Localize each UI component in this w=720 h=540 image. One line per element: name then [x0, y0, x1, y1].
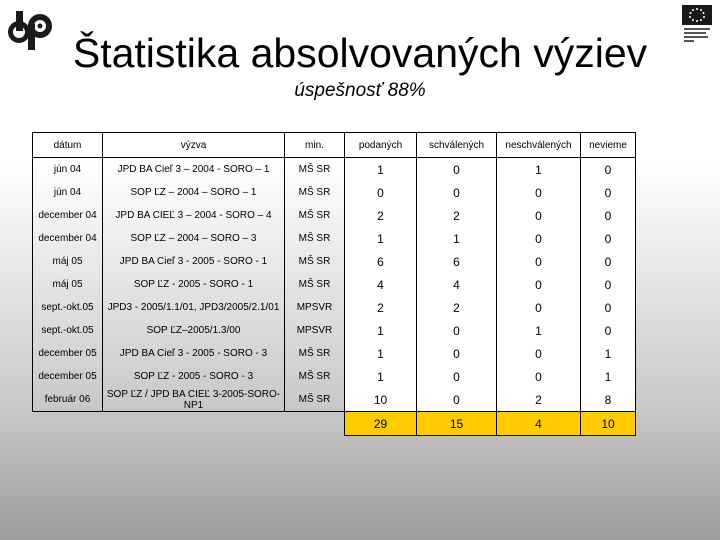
table-cell: SOP ĽZ - 2005 - SORO - 1 — [103, 273, 285, 296]
table-row — [33, 250, 636, 273]
table-cell: SOP ĽZ - 2005 - SORO - 3 — [103, 365, 285, 388]
table-cell: SOP ĽZ – 2004 – SORO – 3 — [103, 227, 285, 250]
table-row — [33, 296, 636, 319]
table-cell: 0 — [497, 204, 581, 227]
table-cell: 1 — [497, 319, 581, 342]
table-cell: 0 — [581, 204, 636, 227]
table-cell: MŠ SR — [285, 342, 345, 365]
table-cell: JPD3 - 2005/1.1/01, JPD3/2005/2.1/01 — [103, 296, 285, 319]
page-subtitle: úspešnosť 88% — [294, 80, 426, 101]
table-cell: 2 — [497, 388, 581, 412]
table-cell: MŠ SR — [285, 273, 345, 296]
table-cell: 0 — [417, 319, 497, 342]
column-header-call: výzva — [103, 133, 285, 158]
table-cell: december 04 — [33, 227, 103, 250]
table-cell: 0 — [581, 181, 636, 204]
table-cell: MŠ SR — [285, 388, 345, 412]
column-header-submitted: podaných — [345, 133, 417, 158]
page-title: Štatistika absolvovaných výziev — [72, 30, 648, 76]
table-cell: jún 04 — [33, 181, 103, 204]
table-cell: sept.-okt.05 — [33, 319, 103, 342]
table-cell: 1 — [581, 342, 636, 365]
table-cell: JPD BA Cieľ 3 - 2005 - SORO - 3 — [103, 342, 285, 365]
table-cell: sept.-okt.05 — [33, 296, 103, 319]
table-cell: MŠ SR — [285, 250, 345, 273]
table-cell: JPD BA CIEĽ 3 – 2004 - SORO – 4 — [103, 204, 285, 227]
table-cell: február 06 — [33, 388, 103, 412]
table-row — [33, 158, 636, 182]
table-cell: 0 — [417, 365, 497, 388]
table-cell: MPSVR — [285, 319, 345, 342]
table-cell: 0 — [345, 181, 417, 204]
table-row — [33, 388, 636, 412]
table-row — [33, 204, 636, 227]
table-cell: 0 — [497, 250, 581, 273]
table-cell: 1 — [581, 365, 636, 388]
table-cell: MŠ SR — [285, 365, 345, 388]
empty-cell — [285, 412, 345, 436]
table-cell: 0 — [417, 388, 497, 412]
table-cell: 0 — [497, 296, 581, 319]
table-row — [33, 227, 636, 250]
empty-cell — [33, 412, 103, 436]
column-header-rejected: neschválených — [497, 133, 581, 158]
table-cell: 8 — [581, 388, 636, 412]
column-header-ministry: min. — [285, 133, 345, 158]
table-row — [33, 273, 636, 296]
column-header-date: dátum — [33, 133, 103, 158]
table-cell: 0 — [497, 181, 581, 204]
total-cell: 4 — [497, 412, 581, 436]
table-cell: MŠ SR — [285, 227, 345, 250]
table-cell: 4 — [345, 273, 417, 296]
table-cell: JPD BA Cieľ 3 – 2004 - SORO – 1 — [103, 158, 285, 182]
table-cell: 1 — [345, 319, 417, 342]
column-header-approved: schválených — [417, 133, 497, 158]
table-cell: máj 05 — [33, 250, 103, 273]
table-row — [33, 181, 636, 204]
table-cell: MŠ SR — [285, 204, 345, 227]
table-cell: 0 — [581, 319, 636, 342]
empty-cell — [103, 412, 285, 436]
table-cell: 0 — [497, 227, 581, 250]
table-cell: JPD BA Cieľ 3 - 2005 - SORO - 1 — [103, 250, 285, 273]
table-cell: 2 — [417, 296, 497, 319]
table-cell: 6 — [417, 250, 497, 273]
table-cell: MŠ SR — [285, 158, 345, 182]
table-cell: 0 — [417, 342, 497, 365]
table-header-row — [33, 133, 636, 158]
table-cell: SOP ĽZ–2005/1.3/00 — [103, 319, 285, 342]
table-cell: december 05 — [33, 342, 103, 365]
totals-row — [33, 412, 636, 436]
table-cell: jún 04 — [33, 158, 103, 182]
table-cell: 2 — [345, 204, 417, 227]
total-cell: 15 — [417, 412, 497, 436]
table-row — [33, 365, 636, 388]
total-cell: 29 — [345, 412, 417, 436]
table-cell: 1 — [345, 227, 417, 250]
table-cell: SOP ĽZ – 2004 – SORO – 1 — [103, 181, 285, 204]
table-row — [33, 319, 636, 342]
total-cell: 10 — [581, 412, 636, 436]
table-cell: 0 — [417, 158, 497, 182]
table-cell: 0 — [581, 227, 636, 250]
table-cell: 1 — [417, 227, 497, 250]
table-cell: 1 — [345, 365, 417, 388]
table-cell: 0 — [581, 296, 636, 319]
table-cell: SOP ĽZ / JPD BA CIEĽ 3-2005-SORO-NP1 — [103, 388, 285, 412]
statistics-table — [32, 132, 636, 436]
table-cell: 2 — [417, 204, 497, 227]
table-cell: 4 — [417, 273, 497, 296]
table-cell: december 04 — [33, 204, 103, 227]
table-cell: 1 — [345, 158, 417, 182]
table-cell: 6 — [345, 250, 417, 273]
table-cell: máj 05 — [33, 273, 103, 296]
table-cell: MŠ SR — [285, 181, 345, 204]
table-cell: MPSVR — [285, 296, 345, 319]
table-cell: 2 — [345, 296, 417, 319]
table-cell: 1 — [497, 158, 581, 182]
table-cell: 0 — [497, 365, 581, 388]
table-cell: 0 — [581, 273, 636, 296]
table-cell: 0 — [497, 342, 581, 365]
table-row — [33, 342, 636, 365]
table-cell: 0 — [581, 250, 636, 273]
table-cell: 1 — [345, 342, 417, 365]
table-cell: 0 — [417, 181, 497, 204]
table-cell: december 05 — [33, 365, 103, 388]
table-cell: 0 — [497, 273, 581, 296]
table-cell: 10 — [345, 388, 417, 412]
table-cell: 0 — [581, 158, 636, 182]
column-header-unknown: nevieme — [581, 133, 636, 158]
